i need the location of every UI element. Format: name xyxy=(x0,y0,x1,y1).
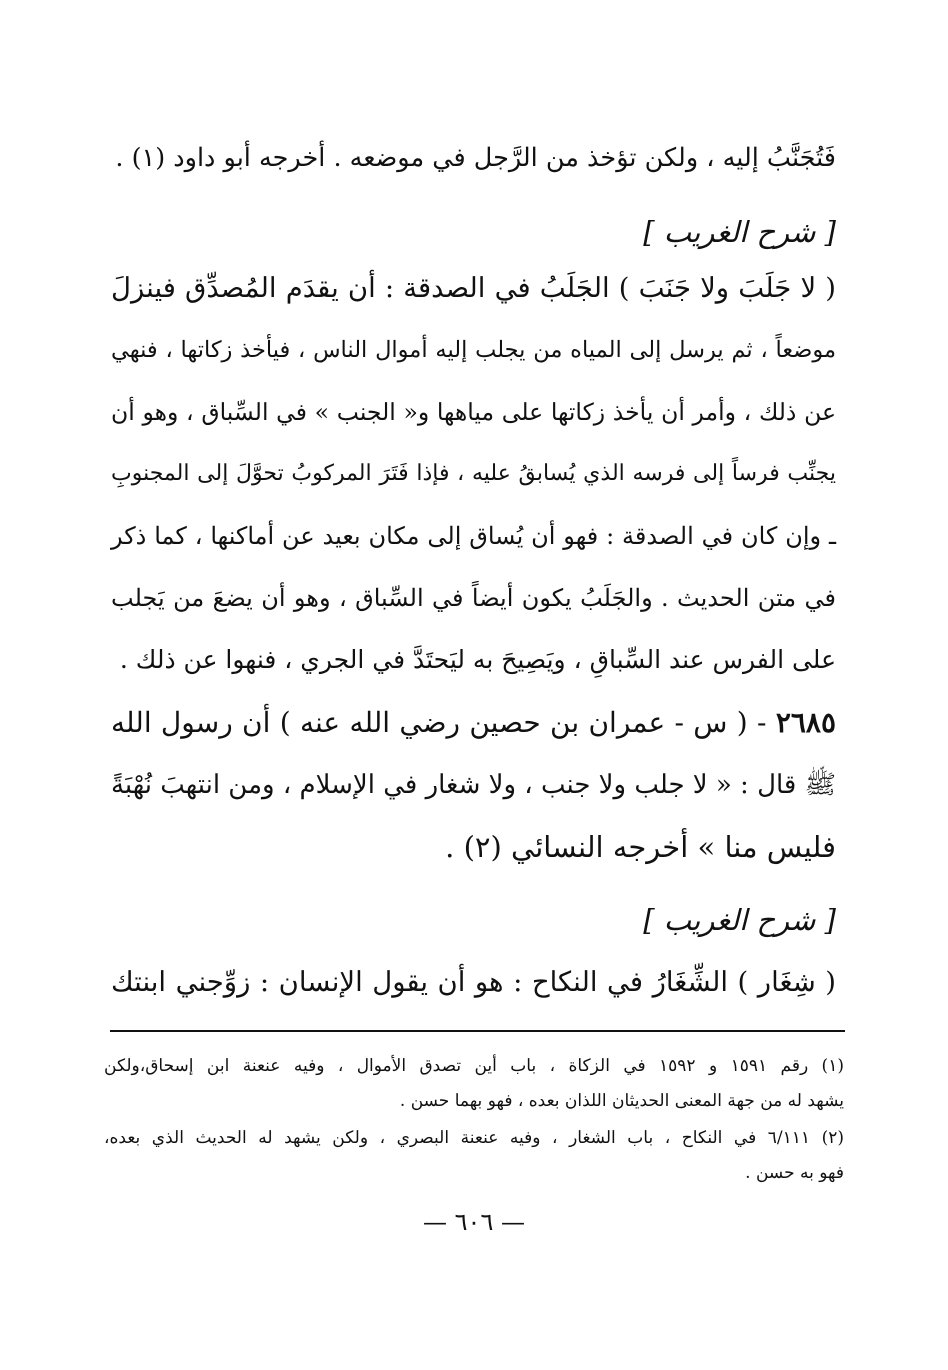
text-line: ﷺ قال : « لا جلب ولا جنب ، ولا شغار في الإسلام ، ومن انتهبَ نُهْبَةً xyxy=(110,770,836,800)
text-line: في متن الحديث . والجَلَبُ يكون أيضاً في السِّباق ، وهو أن يضعَ من يَجلب xyxy=(111,584,836,612)
hadith-first-line xyxy=(111,703,836,743)
text-line: موضعاً ، ثم يرسل إلى المياه من يجلب إليه أموال الناس ، فيأخذ زكاتها ، فنهي xyxy=(111,337,836,363)
text-line: فليس منا » أخرجه النسائي (٢) . xyxy=(445,830,836,864)
page-number: — ٦٠٦ — xyxy=(423,1208,525,1236)
footnote-line: (٢) ٦/١١١ في النكاح ، باب الشغار ، وفيه عنعنة البصري ، ولكن يشهد له الحديث الذي بعده، xyxy=(104,1128,844,1148)
text-line: ـ وإن كان في الصدقة : فهو أن يُساق إلى مكان بعيد عن أماكنها ، كما ذكر xyxy=(111,522,836,550)
hadith-narrator: - ( س - عمران بن حصين رضي الله عنه ) أن رسول الله xyxy=(111,706,776,739)
footnote-line: (١) رقم ١٥٩١ و ١٥٩٢ في الزكاة ، باب أين تصدق الأموال ، وفيه عنعنة ابن إسحاق،ولكن xyxy=(104,1056,844,1076)
text-line: على الفرس عند السِّباقِ ، ويَصِيحَ به ليَحتَدَّ في الجري ، فنهوا عن ذلك . xyxy=(119,645,836,674)
footnote-line: فهو به حسن . xyxy=(745,1163,844,1183)
section-heading: [ شرح الغريب ] xyxy=(643,903,836,937)
footnote-divider xyxy=(110,1030,845,1032)
text-line: ( لا جَلَبَ ولا جَنَبَ ) الجَلَبُ في الصدقة : أن يقدَم المُصدِّق فينزلَ xyxy=(111,272,836,304)
section-heading: [ شرح الغريب ] xyxy=(643,215,836,249)
text-line: يجنِّب فرساً إلى فرسه الذي يُسابقُ عليه ، فإذا فَتَرَ المركوبُ تحوَّلَ إلى المجنوبِ xyxy=(111,461,836,486)
text-line: ( شِغَار ) الشِّغَارُ في النكاح : هو أن يقول الإنسان : زوِّجني ابنتك xyxy=(111,966,836,998)
footnote-line: يشهد له من جهة المعنى الحديثان اللذان بعده ، فهو بهما حسن . xyxy=(399,1091,844,1111)
hadith-number: ٢٦٨٥ xyxy=(775,706,836,739)
text-line: فَتُجَنَّبُ إليه ، ولكن تؤخذ من الرَّجل في موضعه . أخرجه أبو داود (١) . xyxy=(115,143,836,173)
text-line: عن ذلك ، وأمر أن يأخذ زكاتها على مياهها و« الجنب » في السِّباق ، وهو أن xyxy=(111,398,836,426)
